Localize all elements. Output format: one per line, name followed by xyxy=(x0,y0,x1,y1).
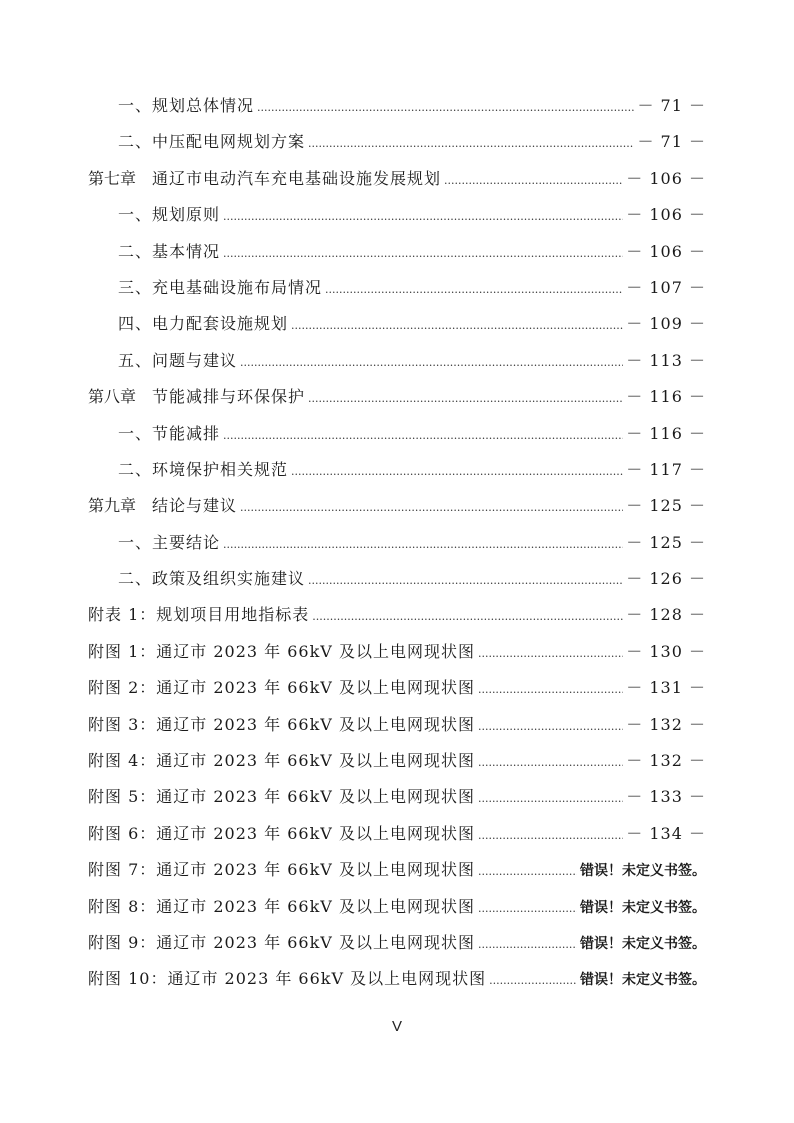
toc-chapter-number: 第九章 xyxy=(88,496,137,516)
toc-entry-title: 附图 9：通辽市 2023 年 66kV 及以上电网现状图 xyxy=(88,932,475,952)
toc-entry[interactable] xyxy=(88,852,706,888)
toc-entry[interactable] xyxy=(88,343,706,379)
toc-entry[interactable] xyxy=(88,234,706,270)
toc-entry-title: 附图 7：通辽市 2023 年 66kV 及以上电网现状图 xyxy=(88,860,475,880)
toc-entry-title: 附图 1：通辽市 2023 年 66kV 及以上电网现状图 xyxy=(88,641,475,661)
toc-entry-title: 附图 2：通辽市 2023 年 66kV 及以上电网现状图 xyxy=(88,678,475,698)
toc-entry[interactable] xyxy=(88,961,706,997)
toc-entry-title: 附表 1：规划项目用地指标表 xyxy=(88,605,310,625)
toc-bookmark-error: 错误！未定义书签。 xyxy=(580,972,706,989)
toc-dot-leader xyxy=(478,745,623,781)
toc-page-number: － 116 － xyxy=(626,423,706,443)
toc-dot-leader xyxy=(444,163,623,199)
toc-entry[interactable] xyxy=(88,488,706,524)
toc-dot-leader xyxy=(312,599,623,635)
page-number: V xyxy=(391,1018,402,1035)
toc-dot-leader xyxy=(478,672,623,708)
toc-entry[interactable] xyxy=(88,670,706,706)
toc-page-number: － 131 － xyxy=(626,678,706,698)
toc-dot-leader xyxy=(478,781,623,817)
toc-dot-leader xyxy=(478,854,577,890)
toc-entry-title: 三、充电基础设施布局情况 xyxy=(118,277,323,297)
toc-entry[interactable] xyxy=(88,561,706,597)
toc-entry-title: 附图 3：通辽市 2023 年 66kV 及以上电网现状图 xyxy=(88,714,475,734)
toc-dot-leader xyxy=(478,927,577,963)
toc-dot-leader xyxy=(308,381,623,417)
toc-dot-leader xyxy=(489,963,577,999)
toc-entry[interactable] xyxy=(88,270,706,306)
toc-entry[interactable] xyxy=(88,634,706,670)
toc-dot-leader xyxy=(478,636,623,672)
toc-page-number: － 134 － xyxy=(626,823,706,843)
toc-entry[interactable] xyxy=(88,779,706,815)
toc-entry[interactable] xyxy=(88,597,706,633)
toc-dot-leader xyxy=(223,236,623,272)
toc-page-number: － 132 － xyxy=(626,714,706,734)
toc-dot-leader xyxy=(308,126,634,162)
toc-entry[interactable] xyxy=(88,816,706,852)
toc-entry[interactable] xyxy=(88,124,706,160)
toc-entry-title: 结论与建议 xyxy=(152,496,238,516)
toc-page-number: － 71 － xyxy=(637,96,706,115)
toc-page-number: － 107 － xyxy=(626,277,706,297)
table-of-contents xyxy=(88,88,706,998)
toc-page-number: － 71 － xyxy=(637,132,706,152)
toc-page-number: － 109 － xyxy=(626,314,706,334)
toc-entry-title: 一、节能减排 xyxy=(118,423,221,443)
toc-entry-title: 附图 6：通辽市 2023 年 66kV 及以上电网现状图 xyxy=(88,823,475,843)
toc-dot-leader xyxy=(223,418,623,454)
toc-chapter-number: 第七章 xyxy=(88,168,137,188)
toc-entry[interactable] xyxy=(88,161,706,197)
toc-page-number: － 106 － xyxy=(626,205,706,225)
toc-dot-leader xyxy=(478,818,623,854)
toc-entry[interactable] xyxy=(88,889,706,925)
toc-entry[interactable] xyxy=(88,525,706,561)
toc-entry-title: 四、电力配套设施规划 xyxy=(118,314,289,334)
toc-entry[interactable] xyxy=(88,416,706,452)
toc-entry-title: 二、基本情况 xyxy=(118,241,221,261)
toc-dot-leader xyxy=(478,891,577,927)
toc-entry[interactable] xyxy=(88,306,706,342)
toc-entry-title: 一、规划原则 xyxy=(118,205,221,225)
toc-bookmark-error: 错误！未定义书签。 xyxy=(580,935,706,952)
toc-entry-title: 附图 5：通辽市 2023 年 66kV 及以上电网现状图 xyxy=(88,787,475,807)
toc-page-number: － 113 － xyxy=(626,350,706,370)
toc-entry[interactable] xyxy=(88,707,706,743)
toc-entry[interactable] xyxy=(88,88,706,124)
toc-dot-leader xyxy=(257,90,634,126)
toc-page-number: － 130 － xyxy=(626,641,706,661)
toc-page-number: － 106 － xyxy=(626,168,706,188)
toc-dot-leader xyxy=(291,308,623,344)
toc-page-number: － 126 － xyxy=(626,569,706,589)
toc-page-number: － 116 － xyxy=(626,387,706,407)
toc-dot-leader xyxy=(308,563,623,599)
toc-dot-leader xyxy=(240,490,623,526)
toc-entry-title: 五、问题与建议 xyxy=(118,350,238,370)
toc-entry-title: 二、中压配电网规划方案 xyxy=(118,132,306,152)
toc-chapter-number: 第八章 xyxy=(88,387,137,407)
toc-dot-leader xyxy=(240,345,623,381)
toc-entry[interactable] xyxy=(88,379,706,415)
toc-entry-title: 一、规划总体情况 xyxy=(118,96,255,115)
toc-entry-title: 节能减排与环保保护 xyxy=(152,387,306,407)
toc-page-number: － 106 － xyxy=(626,241,706,261)
toc-entry-title: 通辽市电动汽车充电基础设施发展规划 xyxy=(152,168,442,188)
toc-entry[interactable] xyxy=(88,452,706,488)
toc-entry-title: 二、环境保护相关规范 xyxy=(118,459,289,479)
toc-entry-title: 附图 4：通辽市 2023 年 66kV 及以上电网现状图 xyxy=(88,751,475,771)
toc-dot-leader xyxy=(478,709,623,745)
toc-entry-title: 附图 10：通辽市 2023 年 66kV 及以上电网现状图 xyxy=(88,969,487,989)
toc-entry-title: 附图 8：通辽市 2023 年 66kV 及以上电网现状图 xyxy=(88,896,475,916)
toc-page-number: － 125 － xyxy=(626,532,706,552)
toc-bookmark-error: 错误！未定义书签。 xyxy=(580,863,706,880)
toc-page-number: － 133 － xyxy=(626,787,706,807)
toc-bookmark-error: 错误！未定义书签。 xyxy=(580,899,706,916)
toc-dot-leader xyxy=(325,272,623,308)
toc-entry[interactable] xyxy=(88,743,706,779)
toc-page-number: － 132 － xyxy=(626,751,706,771)
toc-dot-leader xyxy=(291,454,623,490)
toc-dot-leader xyxy=(223,199,623,235)
toc-page-number: － 117 － xyxy=(626,459,706,479)
toc-dot-leader xyxy=(223,527,623,563)
toc-entry-title: 一、主要结论 xyxy=(118,532,221,552)
toc-page-number: － 128 － xyxy=(626,605,706,625)
toc-entry-title: 二、政策及组织实施建议 xyxy=(118,569,306,589)
toc-entry[interactable] xyxy=(88,197,706,233)
toc-entry[interactable] xyxy=(88,925,706,961)
toc-page-number: － 125 － xyxy=(626,496,706,516)
